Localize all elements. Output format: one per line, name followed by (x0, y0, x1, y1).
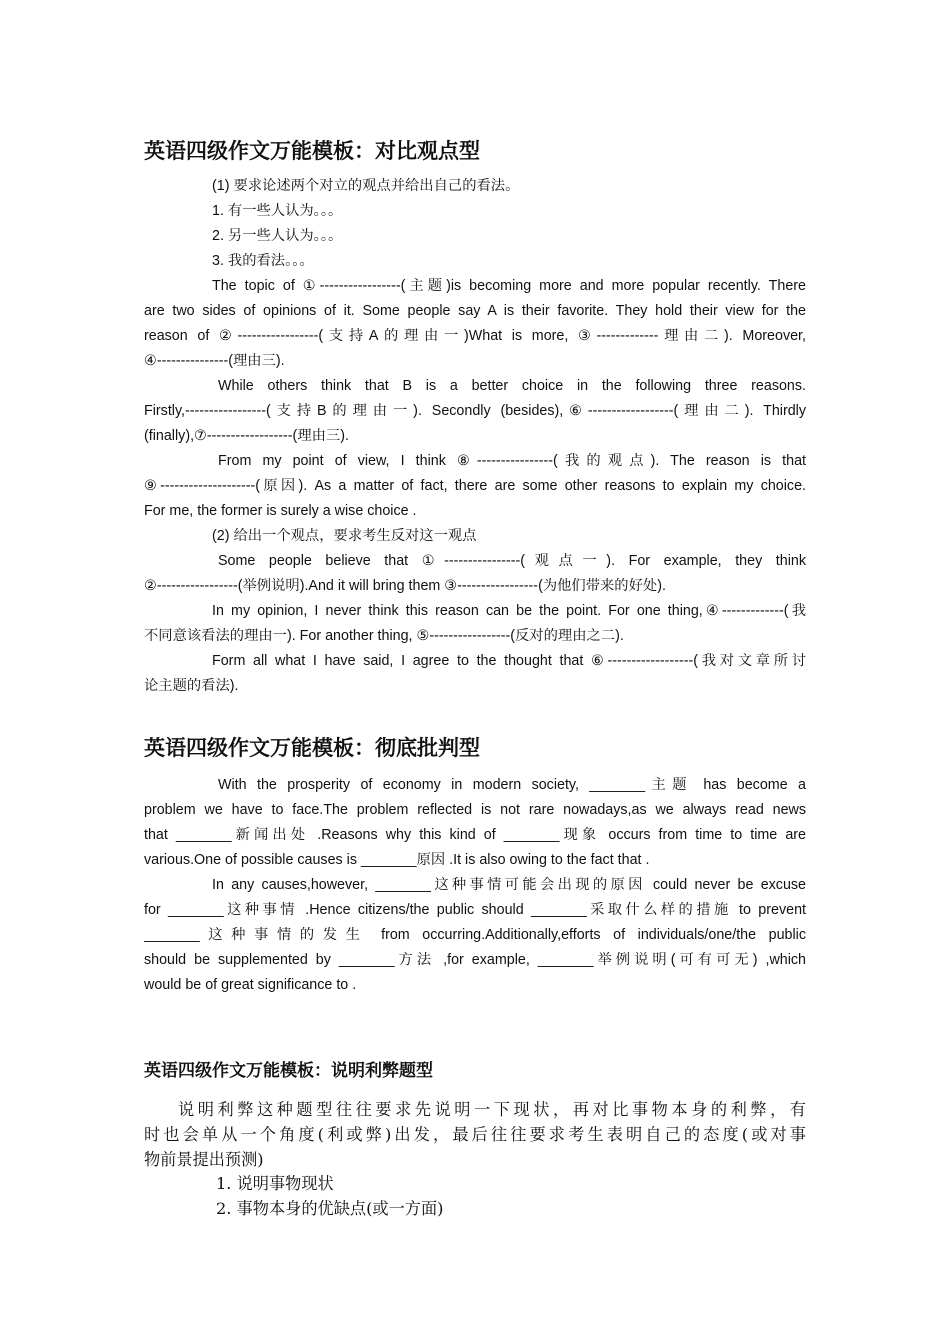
text-line: 2. 另一些人认为。。。 (212, 228, 343, 244)
text-line: In my opinion, I never think this reason can be the point. For one thing,④-------------(我 (212, 603, 806, 619)
text-line: 物前景提出预测) (144, 1150, 264, 1169)
text-line: that _______新闻出处 .Reasons why this kind of _______现象 occurs from time to time are (144, 827, 806, 843)
text-line: 不同意该看法的理由一). For another thing, ⑤-----------------(反对的理由之二). (144, 628, 624, 644)
text-line: various.One of possible causes is _______原因 .It is also owing to the fact that . (144, 852, 650, 868)
text-line: 2. 事物本身的优缺点(或一方面) (216, 1199, 444, 1218)
text-line: 说明利弊这种题型往往要求先说明一下现状，再对比事物本身的利弊，有 (178, 1100, 806, 1119)
text-line: ⑨--------------------(原因). As a matter of fact, there are some other reasons to explain my choice. (144, 478, 806, 494)
text-line: problem we have to face.The problem reflected is not rare nowadays,as we always read news (144, 802, 806, 818)
text-line: From my point of view, I think ⑧----------------(我的观点). The reason is that (218, 453, 806, 469)
text-line: (1) 要求论述两个对立的观点并给出自己的看法。 (212, 178, 520, 194)
text-line: Form all what I have said, I agree to the thought that ⑥------------------(我对文章所讨 (212, 653, 806, 669)
text-line: 1. 说明事物现状 (216, 1174, 334, 1193)
text-line: Some people believe that ①----------------(观点一). For example, they think (218, 553, 806, 569)
text-line: For me, the former is surely a wise choice . (144, 503, 417, 519)
text-line: are two sides of opinions of it. Some people say A is their favorite. They hold their view for the (144, 303, 806, 319)
text-line: 时也会单从一个角度(利或弊)出发，最后往往要求考生表明自己的态度(或对事 (144, 1125, 806, 1144)
text-line: should be supplemented by _______方法 ,for example, _______举例说明(可有可无) ,which (144, 952, 806, 968)
section-title: 英语四级作文万能模板：对比观点型 (144, 139, 480, 163)
text-line: reason of ②-----------------(支持A的理由一)What is more, ③-------------理由二). Moreover, (144, 328, 806, 344)
text-line: (2) 给出一个观点，要求考生反对这一观点 (212, 528, 477, 544)
text-line: With the prosperity of economy in modern society, _______主题 has become a (218, 777, 806, 793)
text-line: While others think that B is a better choice in the following three reasons. (218, 378, 806, 394)
section-title: 英语四级作文万能模板：彻底批判型 (144, 736, 480, 760)
text-line: In any causes,however, _______这种事情可能会出现的原因 could never be excuse (212, 877, 806, 893)
text-line: 3. 我的看法。。。 (212, 253, 314, 269)
text-line: 1. 有一些人认为。。。 (212, 203, 343, 219)
text-line: Firstly,-----------------(支持B的理由一). Secondly (besides),⑥------------------(理由二). Thirdly (144, 403, 806, 419)
text-line: for _______这种事情 .Hence citizens/the public should _______采取什么样的措施 to prevent (144, 902, 806, 918)
text-line: (finally),⑦------------------(理由三). (144, 428, 349, 444)
text-line: 论主题的看法). (144, 678, 239, 694)
text-line: ②-----------------(举例说明).And it will bring them ③-----------------(为他们带来的好处). (144, 578, 666, 594)
text-line: The topic of ①-----------------(主题)is becoming more and more popular recently. There (212, 278, 806, 294)
text-line: would be of great significance to . (144, 977, 357, 993)
text-line: ④---------------(理由三). (144, 353, 285, 369)
section-title: 英语四级作文万能模板：说明利弊题型 (144, 1061, 433, 1081)
text-line: _______这种事情的发生 from occurring.Additionally,efforts of individuals/one/the public (144, 927, 806, 943)
